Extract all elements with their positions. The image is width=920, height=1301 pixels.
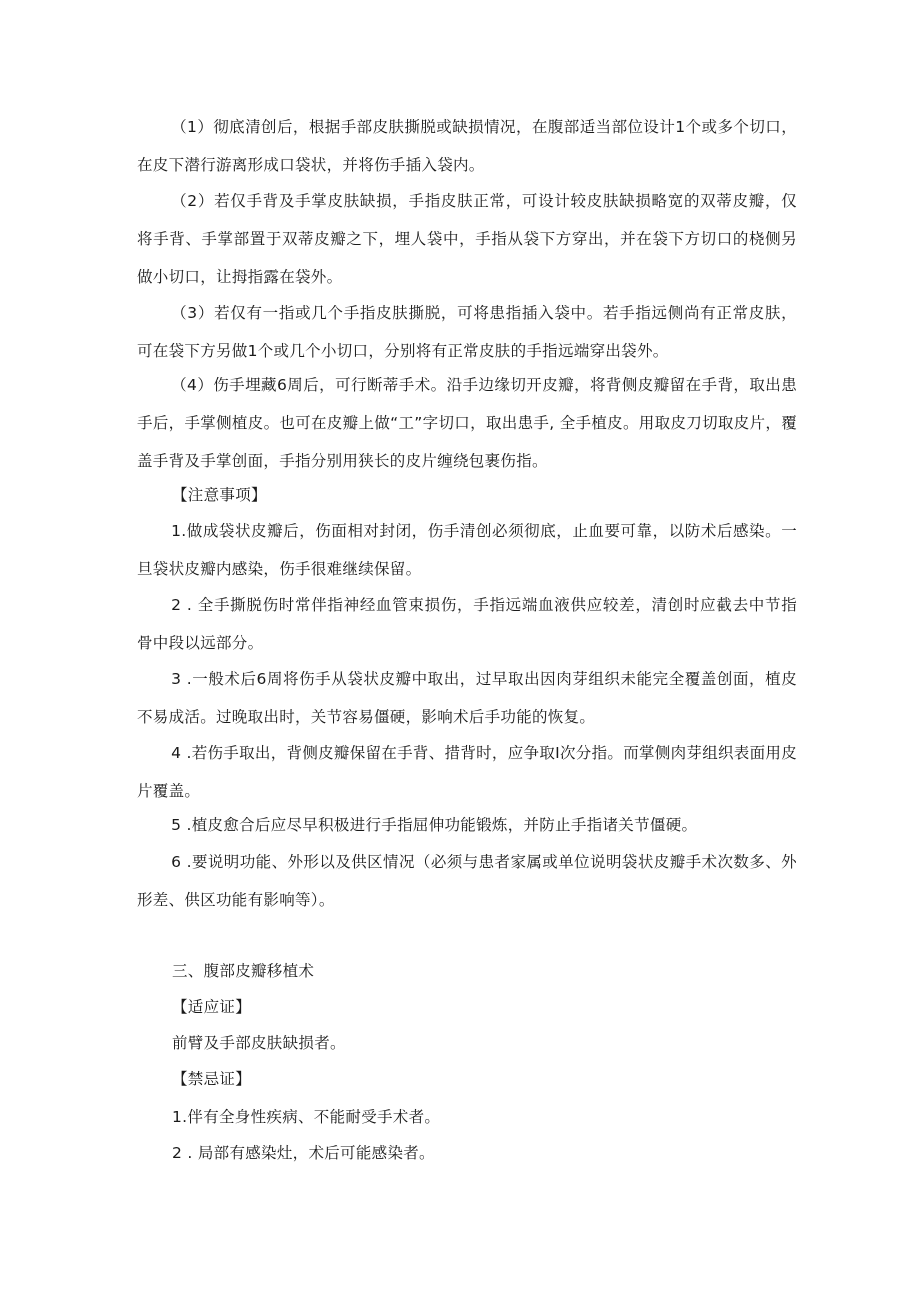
paragraph-step-1: （1）彻底清创后，根据手部皮肤撕脱或缺损情况，在腹部适当部位设计1个或多个切口，在皮下潜行游离形成口袋状，并将伤手插入袋内。 (137, 118, 797, 174)
note-5: 5 .植皮愈合后应尽早积极进行手指屈伸功能锻炼，并防止手指诸关节僵硬。 (171, 816, 698, 834)
contraindications-heading: 【禁忌证】 (172, 1070, 252, 1088)
contraindication-2: 2 . 局部有感染灶，术后可能感染者。 (172, 1144, 435, 1162)
indications-text: 前臂及手部皮肤缺损者。 (172, 1034, 346, 1052)
paragraph-step-3: （3）若仅有一指或几个手指皮肤撕脱，可将患指插入袋中。若手指远侧尚有正常皮肤，可在袋下方另做1个或几个小切口，分别将有正常皮肤的手指远端穿出袋外。 (137, 304, 797, 360)
note-4: 4 .若伤手取出，背侧皮瓣保留在手背、措背时，应争取I次分指。而掌侧肉芽组织表面用皮片覆盖。 (137, 744, 797, 800)
notes-heading: 【注意事项】 (172, 486, 267, 504)
section-title: 三、腹部皮瓣移植术 (172, 962, 315, 980)
note-6: 6 .要说明功能、外形以及供区情况（必须与患者家属或单位说明袋状皮瓣手术次数多、外形差、供区功能有影响等）。 (137, 853, 797, 909)
paragraph-step-2: （2）若仅手背及手掌皮肤缺损，手指皮肤正常，可设计较皮肤缺损略宽的双蒂皮瓣，仅将手背、手掌部置于双蒂皮瓣之下，埋人袋中，手指从袋下方穿出，并在袋下方切口的桡侧另做小切口，让拇指露在袋外。 (137, 192, 797, 286)
contraindication-1: 1.伴有全身性疾病、不能耐受手术者。 (172, 1108, 441, 1126)
note-3: 3 .一般术后6周将伤手从袋状皮瓣中取出，过早取出因肉芽组织未能完全覆盖创面，植皮不易成活。过晚取出时，关节容易僵硬，影响术后手功能的恢复。 (137, 670, 797, 726)
note-2: 2 . 全手撕脱伤时常伴指神经血管束损伤，手指远端血液供应较差，清创时应截去中节指骨中段以远部分。 (137, 596, 797, 652)
indications-heading: 【适应证】 (172, 998, 252, 1016)
paragraph-step-4: （4）伤手埋藏6周后，可行断蒂手术。沿手边缘切开皮瓣，将背侧皮瓣留在手背，取出患手后，手掌侧植皮。也可在皮瓣上做“工”字切口，取出患手, 全手植皮。用取皮刀切取皮片，覆盖手背及手掌创面，手指分别用狭长的皮片缠绕包裹伤指。 (137, 376, 797, 470)
note-1: 1.做成袋状皮瓣后，伤面相对封闭，伤手清创必须彻底，止血要可靠，以防术后感染。一旦袋状皮瓣内感染，伤手很难继续保留。 (137, 522, 797, 578)
